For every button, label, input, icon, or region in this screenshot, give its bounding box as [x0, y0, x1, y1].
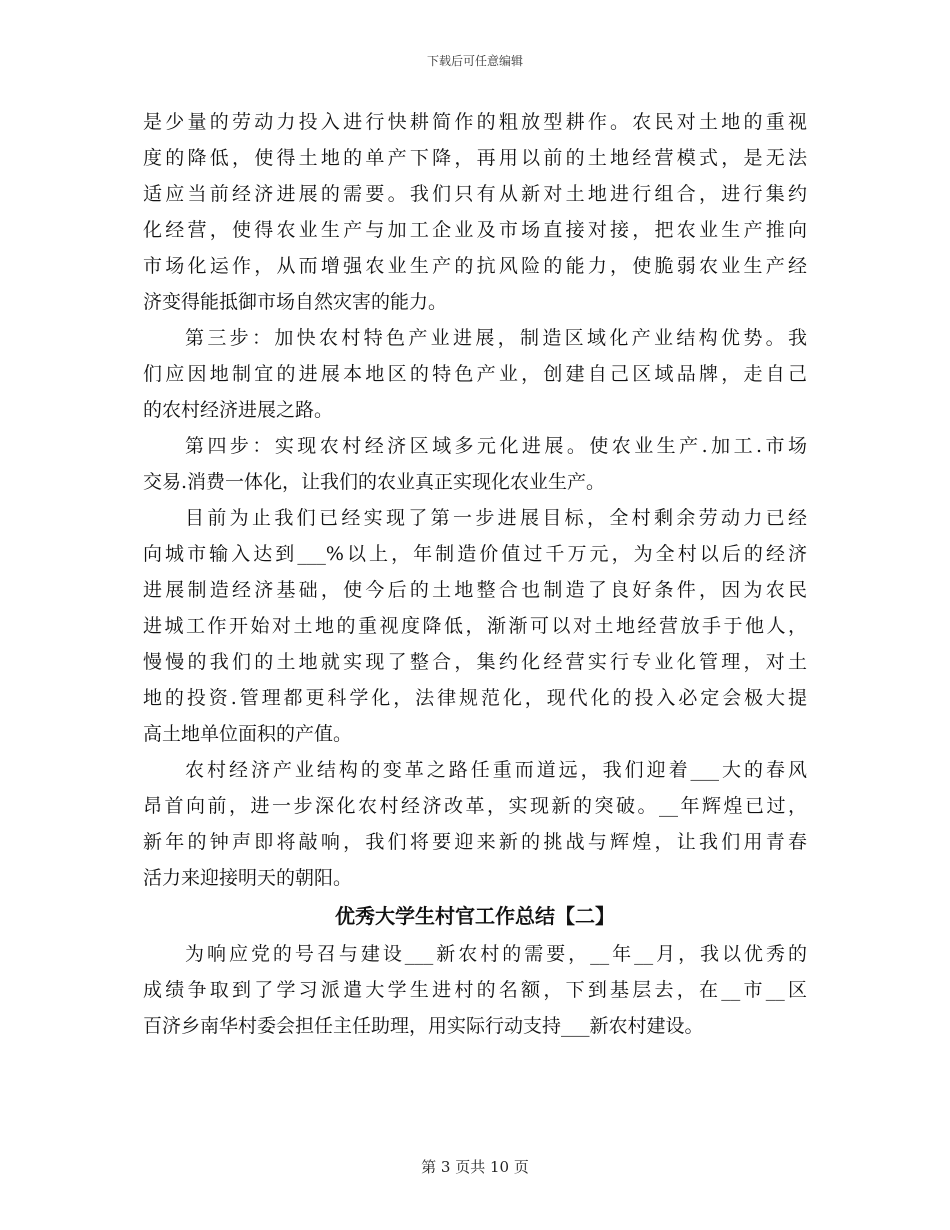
text-line: 百济乡南华村委会担任主任助理，用实际行动支持___新农村建设。 — [143, 1015, 704, 1037]
text-line: 们应因地制宜的进展本地区的特色产业，创建自己区域品牌，走自己 — [143, 363, 807, 385]
page-header: 下载后可任意编辑 — [426, 54, 523, 68]
document-body — [143, 104, 807, 1044]
text-line: 化经营，使得农业生产与加工企业及市场直接对接，把农业生产推向 — [143, 219, 807, 241]
paragraph — [143, 428, 807, 500]
paragraph — [143, 936, 807, 1044]
paragraph — [143, 500, 807, 752]
text-line: 新年的钟声即将敲响，我们将要迎来新的挑战与辉煌，让我们用青春 — [143, 831, 807, 853]
text-line: 济变得能抵御市场自然灾害的能力。 — [143, 291, 448, 313]
text-line: 交易.消费一体化，让我们的农业真正实现化农业生产。 — [143, 471, 606, 493]
text-line: 进展制造经济基础，使今后的土地整合也制造了良好条件，因为农民 — [143, 579, 807, 601]
text-line: 第四步：实现农村经济区域多元化进展。使农业生产.加工.市场 — [185, 435, 807, 457]
text-line: 是少量的劳动力投入进行快耕简作的粗放型耕作。农民对土地的重视 — [143, 111, 807, 133]
text-line: 成绩争取到了学习派遣大学生进村的名额，下到基层去，在__市__区 — [143, 979, 807, 1001]
text-line: 农村经济产业结构的变革之路任重而道远，我们迎着___大的春风 — [185, 759, 807, 781]
text-line: 度的降低，使得土地的单产下降，再用以前的土地经营模式，是无法 — [143, 147, 807, 169]
paragraph — [143, 104, 807, 320]
page-footer: 第 3 页共 10 页 — [421, 1158, 529, 1176]
text-line: 为响应党的号召与建设___新农村的需要，__年__月，我以优秀的 — [185, 943, 807, 965]
text-line: 目前为止我们已经实现了第一步进展目标，全村剩余劳动力已经 — [185, 507, 807, 529]
text-line: 昂首向前，进一步深化农村经济改革，实现新的突破。__年辉煌已过， — [143, 795, 807, 817]
section-title: 优秀大学生村官工作总结【二】 — [335, 904, 615, 928]
text-line: 高土地单位面积的产值。 — [143, 723, 353, 745]
text-line: 适应当前经济进展的需要。我们只有从新对土地进行组合，进行集约 — [143, 183, 807, 205]
text-line: 进城工作开始对土地的重视度降低，渐渐可以对土地经营放手于他人， — [143, 615, 807, 637]
text-line: 向城市输入达到___%以上，年制造价值过千万元，为全村以后的经济 — [143, 543, 807, 565]
text-line: 活力来迎接明天的朝阳。 — [143, 867, 353, 889]
text-line: 慢慢的我们的土地就实现了整合，集约化经营实行专业化管理，对土 — [143, 651, 807, 673]
text-line: 第三步：加快农村特色产业进展，制造区域化产业结构优势。我 — [185, 327, 807, 349]
text-line: 的农村经济进展之路。 — [143, 399, 334, 421]
text-line: 地的投资.管理都更科学化，法律规范化，现代化的投入必定会极大提 — [143, 687, 807, 709]
paragraph — [143, 320, 807, 428]
paragraph — [143, 752, 807, 896]
text-line: 市场化运作，从而增强农业生产的抗风险的能力，使脆弱农业生产经 — [143, 255, 807, 277]
